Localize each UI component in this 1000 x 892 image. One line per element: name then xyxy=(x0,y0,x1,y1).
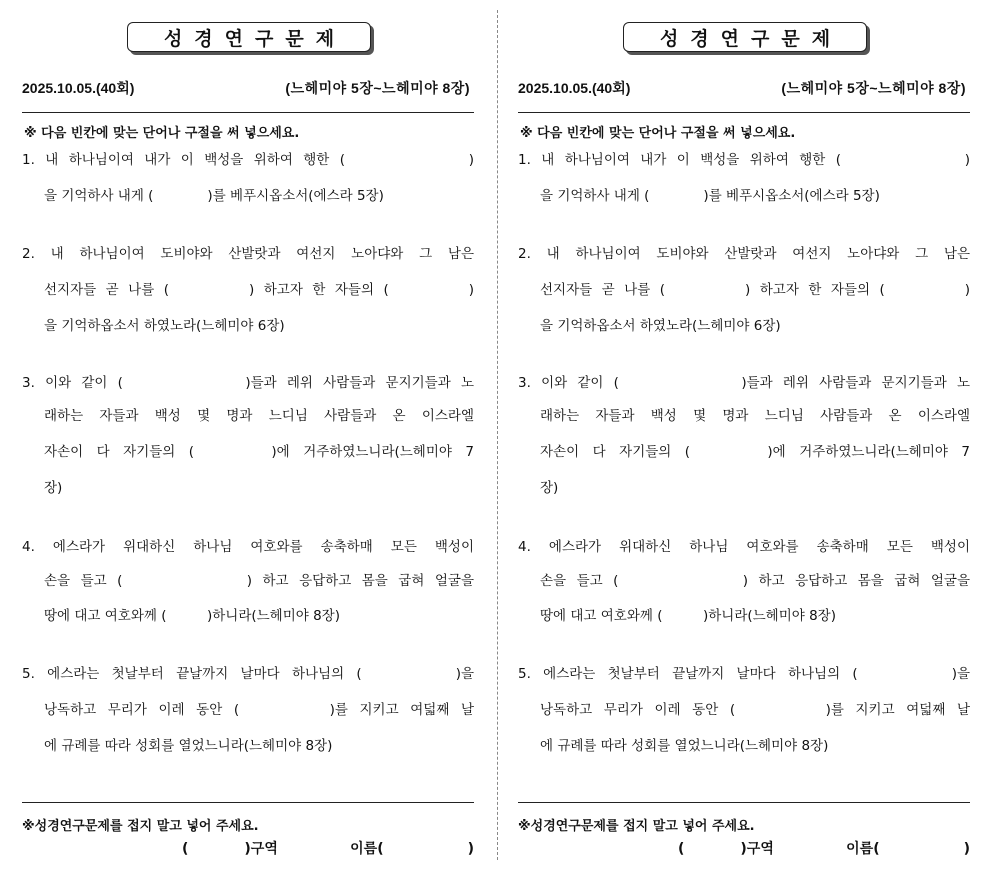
question-4-line-3: 땅에 대고 여호와께 ( )하니라(느헤미야 8장) xyxy=(540,608,836,624)
question-3-line-1: 3. 이와 같이 ( )들과 레위 사람들과 문지기들과 노 xyxy=(22,375,474,391)
worksheet-range: (느헤미야 5장~느헤미야 8장) xyxy=(781,80,966,96)
question-1-line-2: 을 기억하사 내게 ( )를 베푸시옵소서(에스라 5장) xyxy=(44,188,384,204)
question-2-line-1: 2. 내 하나님이여 도비야와 산발랏과 여선지 노아댜와 그 남은 xyxy=(518,246,970,262)
question-1-line-2: 을 기억하사 내게 ( )를 베푸시옵소서(에스라 5장) xyxy=(540,188,880,204)
district-field: ( )구역 xyxy=(678,841,774,857)
footer-fields xyxy=(182,838,474,858)
question-3-line-2: 래하는 자들과 백성 몇 명과 느디님 사람들과 온 이스라엘 xyxy=(540,408,970,424)
question-5-line-1: 5. 에스라는 첫날부터 끝날까지 날마다 하나님의 ( )을 xyxy=(22,666,474,682)
question-1-line-1: 1. 내 하나님이여 내가 이 백성을 위하여 행한 ( ) xyxy=(518,152,970,168)
question-4-line-2: 손을 들고 ( ) 하고 응답하고 몸을 굽혀 얼굴을 xyxy=(540,573,970,589)
question-5-line-1: 5. 에스라는 첫날부터 끝날까지 날마다 하나님의 ( )을 xyxy=(518,666,970,682)
question-4-line-1: 4. 에스라가 위대하신 하나님 여호와를 송축하매 모든 백성이 xyxy=(518,539,970,555)
instruction-text: ※ 다음 빈칸에 맞는 단어나 구절을 써 넣으세요. xyxy=(24,126,300,141)
worksheet-title: 성경연구문제 xyxy=(127,22,371,52)
question-3-line-3: 자손이 다 자기들의 ( )에 거주하였느니라(느헤미야 7 xyxy=(44,444,474,460)
question-3-line-2: 래하는 자들과 백성 몇 명과 느디님 사람들과 온 이스라엘 xyxy=(44,408,474,424)
question-2-line-2: 선지자들 곧 나를 ( ) 하고자 한 자들의 ( ) xyxy=(540,282,970,298)
fold-divider xyxy=(497,10,498,860)
worksheet-left xyxy=(22,0,474,892)
worksheet-header xyxy=(22,78,474,98)
footer-rule xyxy=(22,802,474,803)
question-5-line-3: 에 규례를 따라 성회를 열었느니라(느헤미야 8장) xyxy=(44,738,333,754)
question-4-line-1: 4. 에스라가 위대하신 하나님 여호와를 송축하매 모든 백성이 xyxy=(22,539,474,555)
worksheet-date: 2025.10.05.(40회) xyxy=(22,80,135,96)
question-2-line-3: 을 기억하옵소서 하였노라(느헤미야 6장) xyxy=(540,318,781,334)
question-2-line-3: 을 기억하옵소서 하였노라(느헤미야 6장) xyxy=(44,318,285,334)
question-5-line-3: 에 규례를 따라 성회를 열었느니라(느헤미야 8장) xyxy=(540,738,829,754)
footer-note: ※성경연구문제를 접지 말고 넣어 주세요. xyxy=(22,819,259,834)
question-4-line-2: 손을 들고 ( ) 하고 응답하고 몸을 굽혀 얼굴을 xyxy=(44,573,474,589)
footer-rule xyxy=(518,802,970,803)
header-rule xyxy=(22,112,474,113)
name-field: 이름( ) xyxy=(846,841,970,857)
question-5-line-2: 낭독하고 무리가 이레 동안 ( )를 지키고 여덟째 날 xyxy=(540,702,970,718)
footer-fields xyxy=(678,838,970,858)
question-4-line-3: 땅에 대고 여호와께 ( )하니라(느헤미야 8장) xyxy=(44,608,340,624)
worksheet-header xyxy=(518,78,970,98)
question-2-line-1: 2. 내 하나님이여 도비야와 산발랏과 여선지 노아댜와 그 남은 xyxy=(22,246,474,262)
question-5-line-2: 낭독하고 무리가 이레 동안 ( )를 지키고 여덟째 날 xyxy=(44,702,474,718)
question-2-line-2: 선지자들 곧 나를 ( ) 하고자 한 자들의 ( ) xyxy=(44,282,474,298)
footer-note: ※성경연구문제를 접지 말고 넣어 주세요. xyxy=(518,819,755,834)
district-field: ( )구역 xyxy=(182,841,278,857)
instruction-text: ※ 다음 빈칸에 맞는 단어나 구절을 써 넣으세요. xyxy=(520,126,796,141)
worksheet-title: 성경연구문제 xyxy=(623,22,867,52)
worksheet-range: (느헤미야 5장~느헤미야 8장) xyxy=(285,80,470,96)
worksheet-right xyxy=(518,0,970,892)
question-3-line-4: 장) xyxy=(540,480,559,496)
question-3-line-3: 자손이 다 자기들의 ( )에 거주하였느니라(느헤미야 7 xyxy=(540,444,970,460)
name-field: 이름( ) xyxy=(350,841,474,857)
question-3-line-1: 3. 이와 같이 ( )들과 레위 사람들과 문지기들과 노 xyxy=(518,375,970,391)
header-rule xyxy=(518,112,970,113)
question-3-line-4: 장) xyxy=(44,480,63,496)
question-1-line-1: 1. 내 하나님이여 내가 이 백성을 위하여 행한 ( ) xyxy=(22,152,474,168)
worksheet-date: 2025.10.05.(40회) xyxy=(518,80,631,96)
